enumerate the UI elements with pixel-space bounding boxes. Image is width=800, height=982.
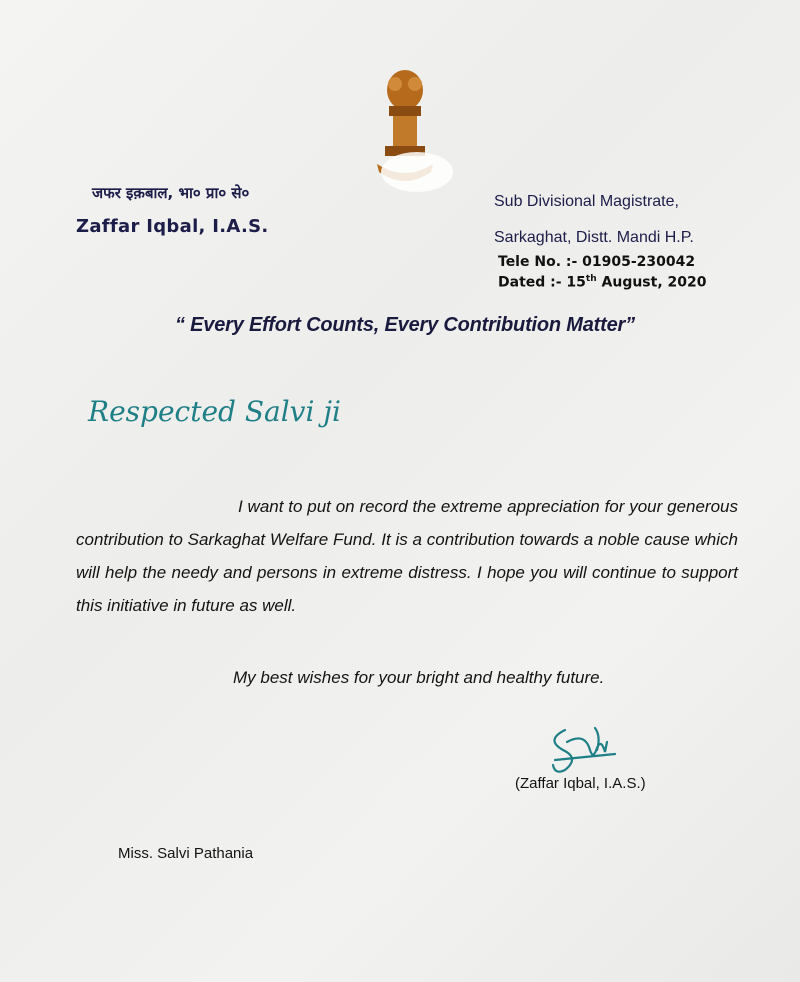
date-suffix: August, 2020 [596, 274, 707, 291]
best-wishes: My best wishes for your bright and healthy future. [233, 668, 605, 687]
date-ordinal: th [585, 274, 597, 284]
salutation-text: Respected Salvi ji [88, 395, 341, 428]
letter-body [76, 490, 738, 622]
letter-date [498, 274, 707, 291]
motto: “ Every Effort Counts, Every Contribution Matter” [175, 314, 635, 336]
officer-name-hindi: जफर इक़बाल, भा० प्रा० से० [92, 184, 250, 202]
recipient-name: Miss. Salvi Pathania [118, 845, 254, 862]
signature-icon [535, 720, 635, 780]
handwritten-salutation [86, 385, 386, 445]
office-address: Sarkaghat, Distt. Mandi H.P. [494, 229, 694, 246]
date-prefix: Dated :- 15 [498, 274, 586, 291]
officer-name: Zaffar Iqbal, I.A.S. [76, 216, 269, 237]
signatory-name: (Zaffar Iqbal, I.A.S.) [515, 775, 646, 792]
telephone-number: Tele No. :- 01905-230042 [498, 254, 696, 270]
national-emblem-icon [355, 60, 455, 200]
body-paragraph: I want to put on record the extreme appreciation for your generous contribution to Sarkaghat Welfare Fund. It is a contribution towards a noble cause which will help the needy and persons in extreme distress. I hope you will continue to support this initiative in future as well. [76, 497, 738, 615]
designation: Sub Divisional Magistrate, [494, 193, 679, 210]
